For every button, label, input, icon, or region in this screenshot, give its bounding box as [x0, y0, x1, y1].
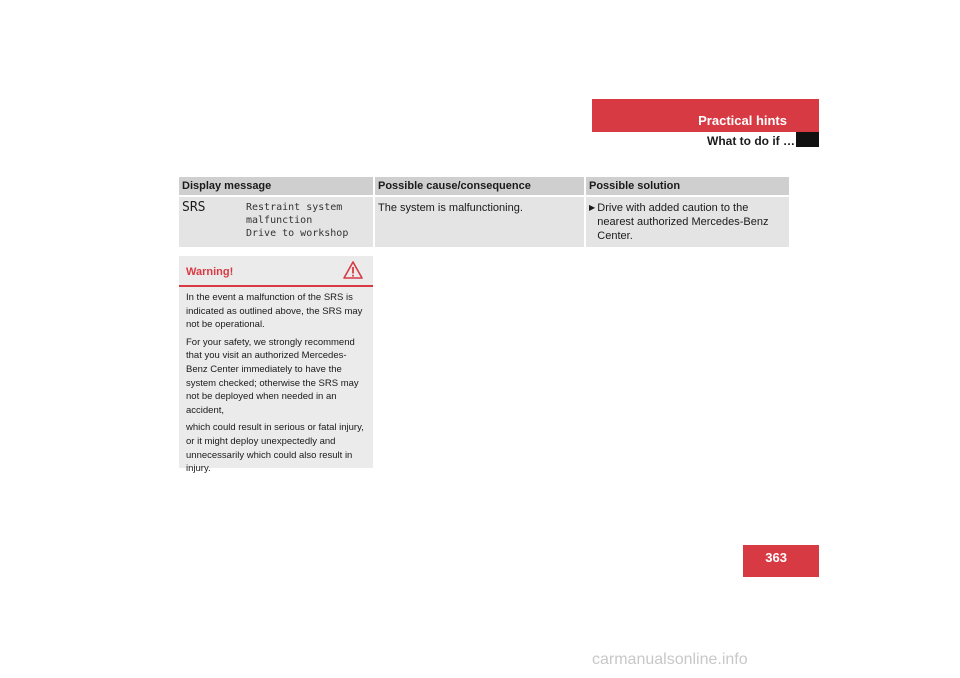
column-header-solution: Possible solution	[585, 177, 789, 196]
warning-body	[179, 287, 373, 476]
display-line: Drive to workshop	[246, 228, 349, 239]
warning-title: Warning!	[186, 266, 234, 278]
watermark: carmanualsonline.info	[592, 651, 748, 668]
warning-paragraph: For your safety, we strongly recommend that you visit an authorized Mercedes-Benz Center immediately to have the system checked; otherwise the SRS may not be deployed when needed in an accident,	[186, 336, 359, 416]
page-number: 363	[765, 550, 787, 565]
table-row	[179, 196, 789, 247]
warning-triangle-icon	[343, 261, 363, 279]
warning-box	[179, 256, 373, 475]
header-band	[592, 99, 819, 132]
cause-cell: The system is malfunctioning.	[374, 196, 585, 247]
warning-header	[179, 256, 373, 287]
display-line: Restraint system	[246, 202, 343, 213]
display-line: malfunction	[246, 215, 313, 226]
solution-text: Drive with added caution to the nearest authorized Mercedes-Benz Center.	[597, 202, 769, 242]
solution-cell	[585, 196, 789, 247]
display-text	[246, 201, 348, 240]
triangle-right-icon: ▶	[589, 203, 596, 212]
section-title: Practical hints	[698, 113, 787, 128]
column-header-display-message: Display message	[179, 177, 374, 196]
subsection-title: What to do if …	[707, 134, 795, 148]
table-header-row	[179, 177, 789, 196]
message-code: SRS	[182, 200, 206, 215]
display-message-cell	[179, 196, 374, 247]
warning-paragraph: In the event a malfunction of the SRS is indicated as outlined above, the SRS may not be operational.	[186, 292, 363, 331]
warning-paragraph: which could result in serious or fatal injury, or it might deploy unexpectedly and unnecessarily which could also result in injury.	[186, 422, 364, 475]
display-message-table	[179, 177, 789, 247]
page-number-box	[743, 545, 819, 577]
column-header-cause: Possible cause/consequence	[374, 177, 585, 196]
thumb-tab	[796, 132, 819, 147]
